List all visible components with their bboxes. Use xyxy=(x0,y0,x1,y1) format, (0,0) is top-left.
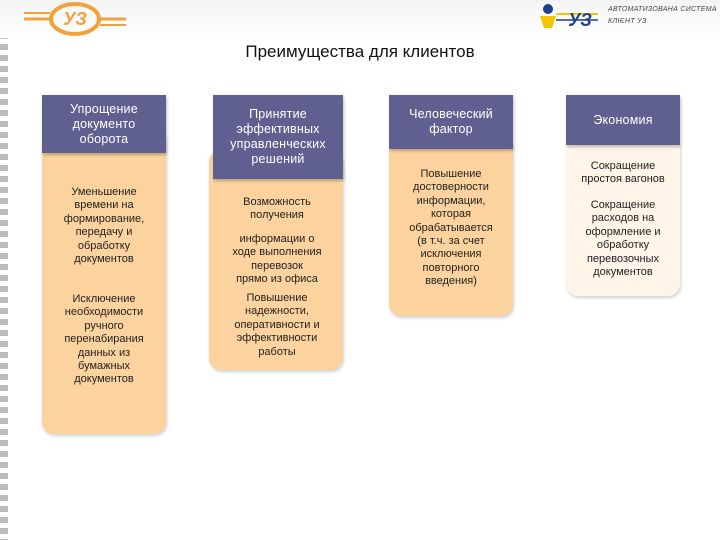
column-3-item-1: Повышение достоверности информации, которая обрабатывается (в т.ч. за счет исключения повторного введения) xyxy=(409,168,493,288)
column-3-heading xyxy=(389,95,513,149)
column-4-heading-text: Экономия xyxy=(593,112,653,127)
column-1-item-1: Уменьшение времени на формирование, передачу и обработку документов xyxy=(63,186,145,266)
column-4-heading xyxy=(566,95,680,145)
logo-left-text: УЗ xyxy=(63,9,87,29)
column-4-item-1: Сокращение простоя вагонов xyxy=(581,160,665,186)
column-2-item-3: Повышение надежности, оперативности и эффективности работы xyxy=(234,292,320,358)
page-title: Преимущества для клиентов xyxy=(245,42,475,61)
column-1-heading-text: Упрощение документо оборота xyxy=(70,101,138,146)
column-4-item-2: Сокращение расходов на оформление и обработку перевозочных документов xyxy=(585,199,661,279)
column-2-item-1: Возможность получения xyxy=(243,196,311,222)
column-1-body xyxy=(42,128,166,434)
column-1-heading xyxy=(42,95,166,153)
column-2-item-2: информации о ходе выполнения перевозок прямо из офиса xyxy=(232,233,322,286)
left-dashed-rail xyxy=(0,0,8,540)
column-2-heading xyxy=(213,95,343,179)
column-3-heading-text: Человеческий фактор xyxy=(409,107,493,136)
column-1-item-2: Исключение необходимости ручного перенабирания данных из бумажных документов xyxy=(64,293,144,386)
column-2-heading-text: Принятие эффективных управленческих решений xyxy=(230,107,326,166)
uz-logo-left xyxy=(20,2,130,36)
logo-right-text: УЗ xyxy=(568,10,592,30)
brand-line-2: КЛІЄНТ УЗ xyxy=(608,18,647,25)
brand-line-1: АВТОМАТИЗОВАНА СИСТЕМА xyxy=(608,6,717,13)
uz-logo-right xyxy=(538,2,602,30)
